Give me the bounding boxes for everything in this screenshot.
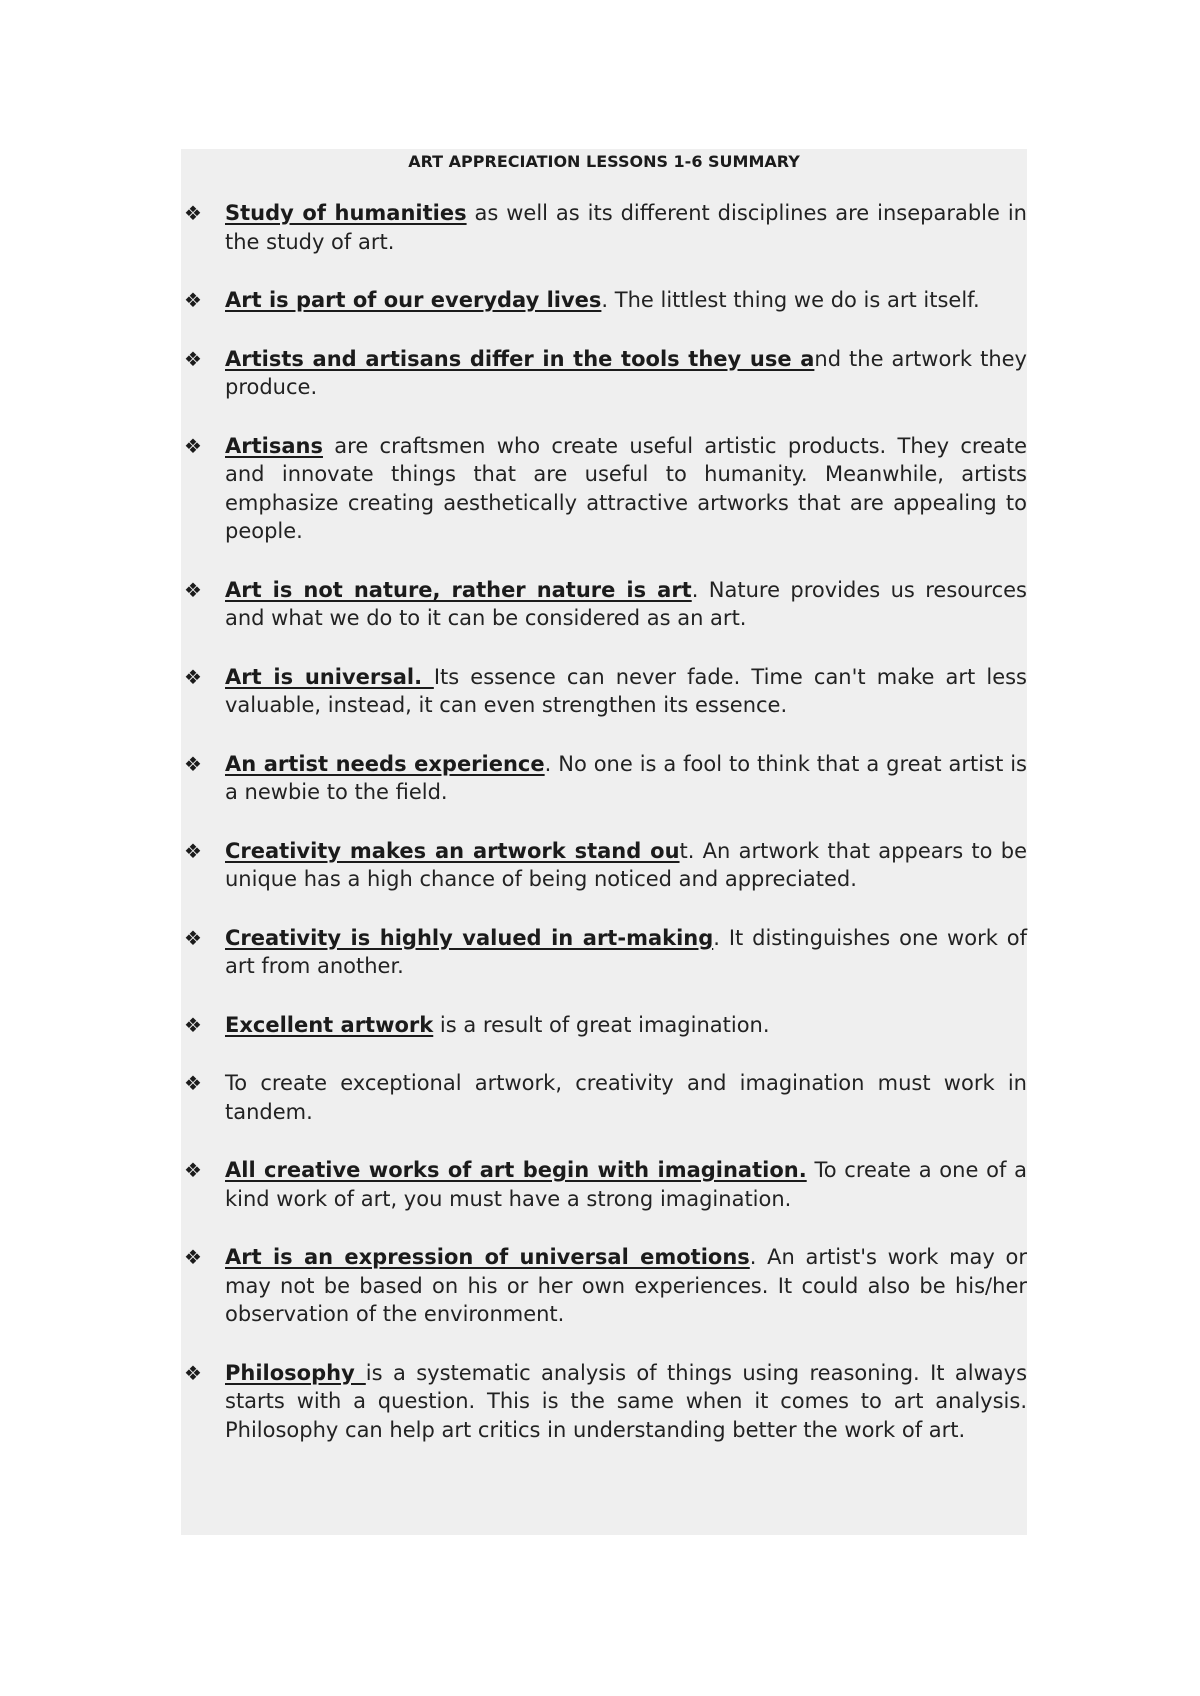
bullet-text: Its essence can never fade. Time can't make art less valuable, instead, it can even strengthen its essence. bbox=[225, 664, 1027, 717]
four-diamond-bullet-icon: ❖ bbox=[184, 925, 202, 950]
summary-bullet-item bbox=[181, 750, 1027, 807]
summary-bullet-item bbox=[181, 1069, 1027, 1126]
summary-bullet-item bbox=[181, 1156, 1027, 1213]
four-diamond-bullet-icon: ❖ bbox=[184, 433, 202, 458]
bullet-text: . No one is a fool to think that a great artist is a newbie to the field. bbox=[225, 751, 1027, 804]
four-diamond-bullet-icon: ❖ bbox=[184, 838, 202, 863]
four-diamond-bullet-icon: ❖ bbox=[184, 288, 202, 312]
bullet-text: To create exceptional artwork, creativity and imagination must work in tandem. bbox=[225, 1071, 1027, 1124]
document-body bbox=[181, 149, 1027, 1535]
bullet-text: nd the artwork they produce. bbox=[225, 346, 1027, 399]
four-diamond-bullet-icon: ❖ bbox=[184, 577, 202, 602]
bullet-key-phrase: Art is not nature, rather nature is art bbox=[225, 577, 692, 602]
bullet-text: . The littlest thing we do is art itself. bbox=[601, 288, 980, 312]
bullet-key-phrase: Philosophy bbox=[225, 1360, 366, 1385]
bullet-key-phrase: Artists and artisans differ in the tools they use a bbox=[225, 346, 815, 371]
summary-bullet-item bbox=[181, 199, 1027, 256]
document-title: ART APPRECIATION LESSONS 1-6 SUMMARY bbox=[408, 152, 800, 171]
four-diamond-bullet-icon: ❖ bbox=[184, 1071, 202, 1095]
bullet-key-phrase: Art is an expression of universal emotions bbox=[225, 1245, 750, 1269]
summary-bullet-item bbox=[181, 1243, 1027, 1329]
four-diamond-bullet-icon: ❖ bbox=[184, 346, 202, 371]
bullet-text: To create a one of a kind work of art, you must have a strong imagination. bbox=[225, 1158, 1027, 1211]
four-diamond-bullet-icon: ❖ bbox=[184, 664, 202, 689]
bullet-text: . Nature provides us resources and what we do to it can be considered as an art. bbox=[225, 577, 1027, 630]
summary-bullet-item bbox=[181, 576, 1027, 633]
bullet-text: are craftsmen who create useful artistic products. They create and innovate things that are useful to humanity. Meanwhile, artists emphasize creating aesthetically attractive artworks that are appealing to people. bbox=[225, 433, 1027, 543]
summary-bullet-item bbox=[181, 837, 1027, 894]
bullet-key-phrase: Excellent artwork bbox=[225, 1012, 434, 1037]
four-diamond-bullet-icon: ❖ bbox=[184, 1245, 202, 1269]
summary-bullet-item bbox=[181, 432, 1027, 546]
bullet-text: . An artist's work may or may not be based on his or her own experiences. It could also be his/her observation of the environment. bbox=[225, 1245, 1027, 1326]
bullet-text: . It distinguishes one work of art from another. bbox=[225, 925, 1027, 978]
summary-bullet-item bbox=[181, 1011, 1027, 1040]
summary-bullet-item bbox=[181, 663, 1027, 720]
bullet-key-phrase: All creative works of art begin with imagination. bbox=[225, 1158, 807, 1182]
bullet-key-phrase: An artist needs experience bbox=[225, 751, 545, 776]
summary-bullet-list bbox=[181, 199, 1027, 1444]
summary-bullet-item bbox=[181, 924, 1027, 981]
bullet-key-phrase: Creativity is highly valued in art-making bbox=[225, 925, 714, 950]
bullet-text: is a systematic analysis of things using reasoning. It always starts with a question. This is the same when it comes to art analysis. Philosophy can help art critics in understanding better the work of art. bbox=[225, 1360, 1028, 1442]
bullet-key-phrase: Art is universal. bbox=[225, 664, 434, 689]
four-diamond-bullet-icon: ❖ bbox=[184, 751, 202, 776]
summary-bullet-item bbox=[181, 1359, 1027, 1445]
summary-bullet-item bbox=[181, 345, 1027, 402]
bullet-key-phrase: Creativity makes an artwork stand ou bbox=[225, 838, 680, 863]
four-diamond-bullet-icon: ❖ bbox=[184, 1012, 202, 1037]
bullet-key-phrase: Art is part of our everyday lives bbox=[225, 288, 602, 312]
four-diamond-bullet-icon: ❖ bbox=[184, 1360, 202, 1385]
bullet-key-phrase: Study of humanities bbox=[225, 201, 467, 225]
bullet-text: as well as its different disciplines are inseparable in the study of art. bbox=[225, 201, 1027, 254]
bullet-key-phrase: Artisans bbox=[225, 433, 323, 458]
summary-bullet-item bbox=[181, 286, 1027, 315]
bullet-text: t. An artwork that appears to be unique has a high chance of being noticed and appreciated. bbox=[225, 838, 1027, 891]
four-diamond-bullet-icon: ❖ bbox=[184, 1158, 202, 1182]
bullet-text: is a result of great imagination. bbox=[433, 1012, 770, 1037]
four-diamond-bullet-icon: ❖ bbox=[184, 201, 202, 225]
